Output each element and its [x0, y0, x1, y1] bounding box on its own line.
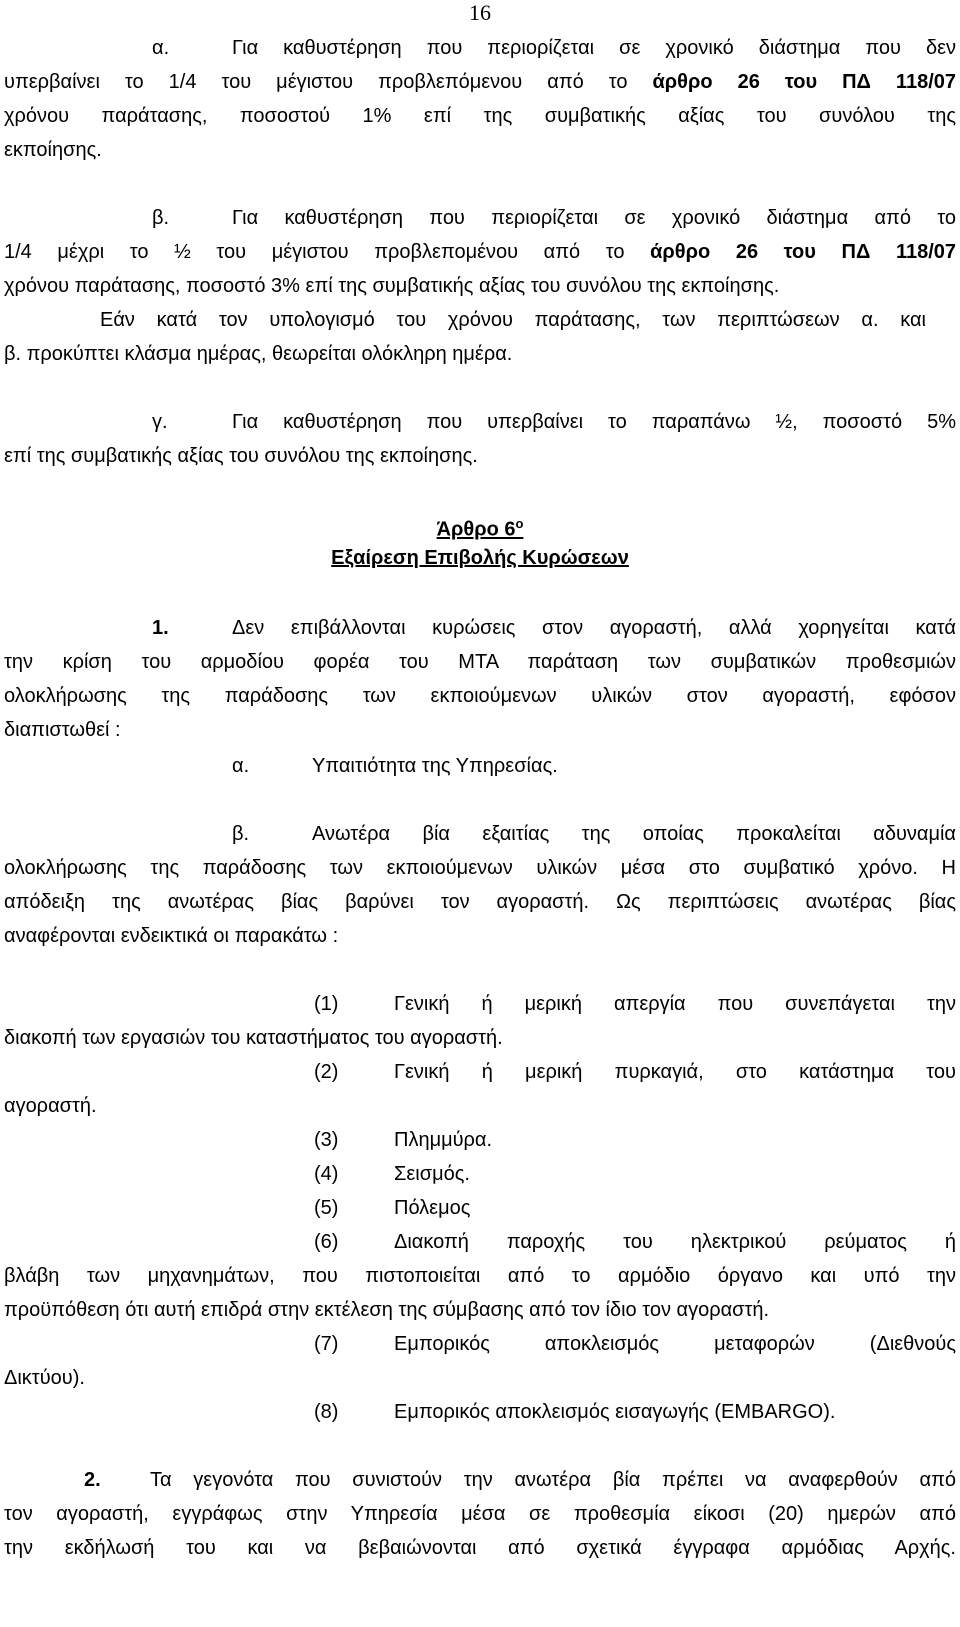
article-heading	[0, 512, 960, 542]
page-number: 16	[469, 0, 491, 25]
point-2-line3: την εκδήλωσή του και να βεβαιώνονται από σχετικά έγγραφα αρμόδιας Αρχής.	[4, 1537, 956, 1559]
point-1-line2: την κρίση του αρμοδίου φορέα του ΜΤΑ παράταση των συμβατικών προθεσμιών	[4, 651, 956, 673]
case-2-line1: Γενική ή μερική πυρκαγιά, στο κατάστημα του	[394, 1061, 956, 1083]
para-a-line1: Για καθυστέρηση που περιορίζεται σε χρονικό διάστημα που δεν	[232, 37, 956, 59]
case-2-number: (2)	[314, 1061, 339, 1083]
article-title: Εξαίρεση Επιβολής Κυρώσεων	[331, 547, 629, 569]
para-b-line3: χρόνου παράτασης, ποσοστό 3% επί της συμβατικής αξίας του συνόλου της εκποίησης.	[4, 275, 780, 297]
para-b-marker: β.	[152, 207, 170, 229]
case-2-line2: αγοραστή.	[4, 1095, 97, 1117]
case-6-line2: βλάβη των μηχανημάτων, που πιστοποιείται από το αρμόδιο όργανο και υπό την	[4, 1265, 956, 1287]
case-7-line1: Εμπορικός αποκλεισμός μεταφορών (Διεθνούς	[394, 1333, 956, 1355]
para-a-law-reference: άρθρο 26 του ΠΔ 118/07	[652, 71, 957, 93]
case-1-number: (1)	[314, 993, 339, 1015]
para-b-line2	[4, 240, 956, 264]
para-b-line2-text: 1/4 μέχρι το ½ του μέγιστου προβλεπομένου από το	[4, 241, 651, 263]
para-a-marker: α.	[152, 37, 170, 59]
para-b-line4: Εάν κατά τον υπολογισμό του χρόνου παράτασης, των περιπτώσεων α. και	[100, 309, 926, 331]
sub-b-line2: ολοκλήρωσης της παράδοσης των εκποιούμενων υλικών μέσα στο συμβατικό χρόνο. Η	[4, 857, 956, 879]
case-4-number: (4)	[314, 1163, 339, 1185]
para-c-marker: γ.	[152, 411, 168, 433]
case-6-number: (6)	[314, 1231, 339, 1253]
para-b-line1: Για καθυστέρηση που περιορίζεται σε χρονικό διάστημα από το	[232, 207, 956, 229]
sub-b-line3: απόδειξη της ανωτέρας βίας βαρύνει τον αγοραστή. Ως περιπτώσεις ανωτέρας βίας	[4, 891, 956, 913]
para-a-line3: χρόνου παράτασης, ποσοστού 1% επί της συμβατικής αξίας του συνόλου της	[4, 105, 956, 127]
sub-a-text: Υπαιτιότητα της Υπηρεσίας.	[312, 755, 558, 777]
article-heading-ordinal: ο	[515, 516, 524, 531]
case-5-number: (5)	[314, 1197, 339, 1219]
point-2-line2: τον αγοραστή, εγγράφως στην Υπηρεσία μέσα σε προθεσμία είκοσι (20) ημερών από	[4, 1503, 956, 1525]
case-8-number: (8)	[314, 1401, 339, 1423]
para-c-line1: Για καθυστέρηση που υπερβαίνει το παραπάνω ½, ποσοστό 5%	[232, 411, 956, 433]
para-a-line4: εκποίησης.	[4, 139, 102, 161]
point-1-line4: διαπιστωθεί :	[4, 719, 121, 741]
point-2-line1: Τα γεγονότα που συνιστούν την ανωτέρα βία πρέπει να αναφερθούν από	[150, 1469, 956, 1491]
case-6-line3: προϋπόθεση ότι αυτή επιδρά στην εκτέλεση της σύμβασης από τον ίδιο τον αγοραστή.	[4, 1299, 770, 1321]
sub-b-line4: αναφέρονται ενδεικτικά οι παρακάτω :	[4, 925, 339, 947]
point-1-line1: Δεν επιβάλλονται κυρώσεις στον αγοραστή, αλλά χορηγείται κατά	[232, 617, 956, 639]
point-2-marker: 2.	[84, 1469, 101, 1491]
case-4-line1: Σεισμός.	[394, 1163, 470, 1185]
sub-b-marker: β.	[232, 823, 250, 845]
para-b-line5: β. προκύπτει κλάσμα ημέρας, θεωρείται ολόκληρη ημέρα.	[4, 343, 513, 365]
case-7-number: (7)	[314, 1333, 339, 1355]
case-6-line1: Διακοπή παροχής του ηλεκτρικού ρεύματος ή	[394, 1231, 956, 1253]
point-1-marker: 1.	[152, 617, 169, 639]
para-c-line2: επί της συμβατικής αξίας του συνόλου της εκποίησης.	[4, 445, 478, 467]
article-heading-text: Άρθρο 6	[436, 518, 516, 541]
case-1-line2: διακοπή των εργασιών του καταστήματος του αγοραστή.	[4, 1027, 503, 1049]
sub-b-line1: Ανωτέρα βία εξαιτίας της οποίας προκαλείται αδυναμία	[312, 823, 956, 845]
case-3-line1: Πλημμύρα.	[394, 1129, 493, 1151]
para-a-line2-text: υπερβαίνει το 1/4 του μέγιστου προβλεπόμενου από το	[4, 71, 653, 93]
case-3-number: (3)	[314, 1129, 339, 1151]
para-b-law-reference: άρθρο 26 του ΠΔ 118/07	[650, 241, 957, 263]
case-7-line2: Δικτύου).	[4, 1367, 85, 1389]
sub-a-marker: α.	[232, 755, 250, 777]
point-1-line3: ολοκλήρωσης της παράδοσης των εκποιούμενων υλικών στον αγοραστή, εφόσον	[4, 685, 956, 707]
case-8-line1: Εμπορικός αποκλεισμός εισαγωγής (EMBARGO).	[394, 1401, 836, 1423]
para-a-line2	[4, 70, 956, 94]
case-1-line1: Γενική ή μερική απεργία που συνεπάγεται την	[394, 993, 956, 1015]
case-5-line1: Πόλεμος	[394, 1197, 471, 1219]
